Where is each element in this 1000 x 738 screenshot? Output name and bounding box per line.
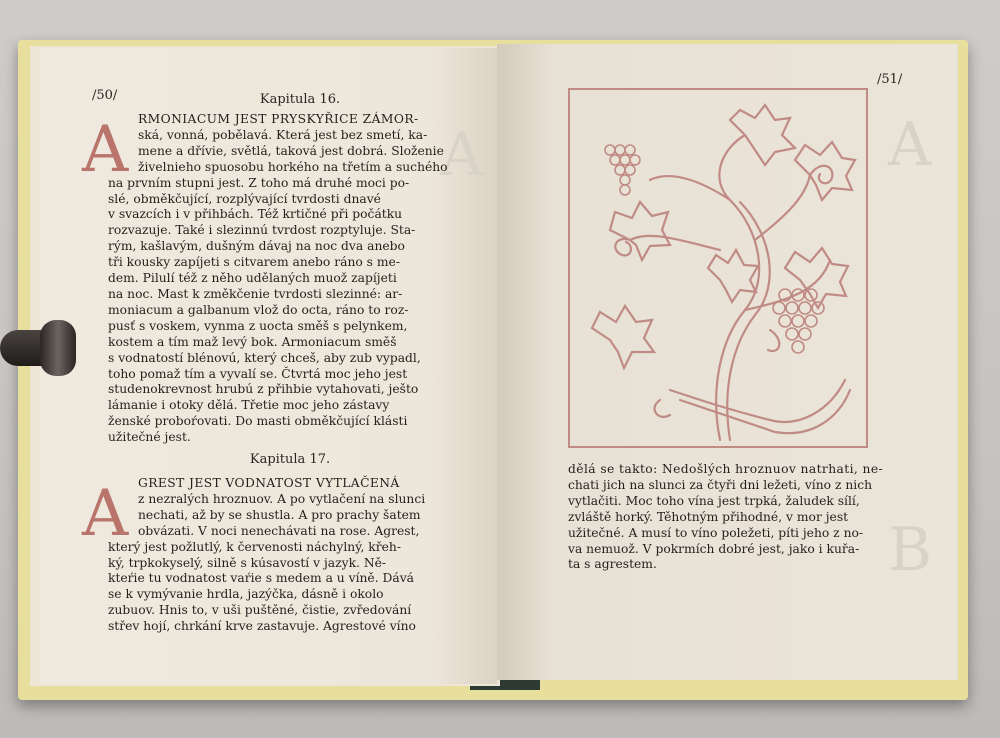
grape-vine-icon bbox=[570, 90, 866, 446]
show-through-letter: B bbox=[888, 515, 933, 585]
text-line: slé, obměkčující, rozplývající tvrdosti dnavé bbox=[108, 191, 381, 206]
chapter-17-text bbox=[108, 476, 440, 635]
text-line: na prvním stupni jest. Z toho má druhé moci po- bbox=[108, 175, 410, 190]
text-line: užitečné jest. bbox=[108, 430, 191, 445]
text-line: ská, vonná, pobělavá. Která jest bez smetí, ka- bbox=[138, 127, 428, 142]
text-line: ženské proboŕovati. Do masti obměkčující klásti bbox=[108, 414, 408, 429]
show-through-letter: A bbox=[888, 110, 932, 180]
text-line: v svazcích i v přihbách. Též krtičné při počátku bbox=[108, 207, 403, 222]
show-through-letter: A bbox=[440, 120, 484, 190]
text-line: rozvazuje. Také i slezinnú tvrdost rozptyluje. Sta- bbox=[108, 223, 416, 238]
right-page-text bbox=[568, 462, 884, 573]
text-line: užitečné. A musí to víno poležeti, píti jeho z no- bbox=[568, 525, 864, 540]
text-line: z nezralých hroznuov. A po vytlačení na slunci bbox=[138, 491, 426, 506]
text-line: studenokrevnost hrubú z přihbie vytahovati, ješto bbox=[108, 382, 419, 397]
vine-woodcut-illustration bbox=[568, 88, 868, 448]
text-line: který jest požlutlý, k červenosti náchylný, křeh- bbox=[108, 539, 401, 554]
chapter-heading-16: Kapitula 16. bbox=[259, 92, 341, 107]
drop-cap: A bbox=[82, 477, 129, 551]
text-line: na noc. Mast k změkčenie tvrdosti slezinné: ar- bbox=[108, 286, 403, 301]
text-line: obvázati. V noci nenechávati na rose. Agrest, bbox=[138, 523, 420, 538]
text-line: va nemuož. V pokrmích dobré jest, jako i kuřa- bbox=[568, 541, 860, 556]
page-clip bbox=[0, 300, 78, 410]
text-line: zubuov. Hnis to, v uši puštěné, čistie, zvředování bbox=[108, 603, 412, 618]
text-line: zvláště horký. Těhotným přihodné, v mor jest bbox=[568, 509, 849, 524]
text-line: toho pomaž tím a vyvalí se. Čtvrtá moc jeho jest bbox=[108, 366, 408, 381]
chapter-16-text bbox=[108, 112, 448, 446]
text-line: dělá se takto: Nedošlých hroznuov natrhati, ne- bbox=[568, 462, 884, 476]
text-line: se k vymývanie hrdla, jazýčka, dásně i okolo bbox=[108, 587, 384, 602]
text-line: RMONIACUM JEST PRYSKYŘICE ZÁMOR- bbox=[138, 112, 419, 126]
chapter-heading-17: Kapitula 17. bbox=[249, 452, 331, 467]
text-line: kteŕie tu vodnatost vaŕie s medem a u víně. Dává bbox=[108, 571, 414, 586]
drop-cap: A bbox=[82, 113, 129, 187]
text-line: rým, kašlavým, dušným dávaj na noc dva anebo bbox=[108, 239, 405, 254]
text-line: ta s agrestem. bbox=[568, 557, 657, 572]
text-line: GREST JEST VODNATOST VYTLAČENÁ bbox=[138, 476, 400, 490]
text-line: pusť s voskem, vynma z uocta směš s pelynkem, bbox=[108, 318, 408, 333]
page-number-right: /51/ bbox=[877, 72, 903, 87]
text-line: tři kousky zapíjeti s citvarem anebo ráno s me- bbox=[108, 255, 400, 270]
text-line: dem. Pilulí též z něho udělaných muož zapíjeti bbox=[108, 271, 397, 286]
text-line: střev hojí, chrkání krve zastavuje. Agrestové víno bbox=[108, 619, 416, 634]
text-line: nechati, až by se shustla. A pro prachy šatem bbox=[138, 507, 421, 522]
text-line: živelnieho spuosobu horkého na třetím a suchého bbox=[138, 159, 448, 174]
text-line: s vodnatostí blénovú, který chceš, aby zub vypadl, bbox=[108, 350, 421, 365]
text-line: kostem a tím maž levý bok. Armoniacum směš bbox=[108, 334, 397, 349]
text-line: mene a dřívie, světlá, taková jest dobrá. Složenie bbox=[138, 143, 444, 158]
text-line: vytlačiti. Moc toho vína jest trpká, žaludek sílí, bbox=[568, 493, 860, 508]
text-line: lámanie i otoky dělá. Třetie moc jeho zástavy bbox=[108, 398, 390, 413]
text-line: moniacum a galbanum vlož do octa, ráno to roz- bbox=[108, 302, 409, 317]
page-number-left: /50/ bbox=[92, 88, 118, 103]
text-line: chati jich na slunci za čtyři dni ležeti, víno z nich bbox=[568, 477, 873, 492]
text-line: ký, trpkokyselý, silně s kúsavostí v jazyk. Ně- bbox=[108, 555, 387, 570]
